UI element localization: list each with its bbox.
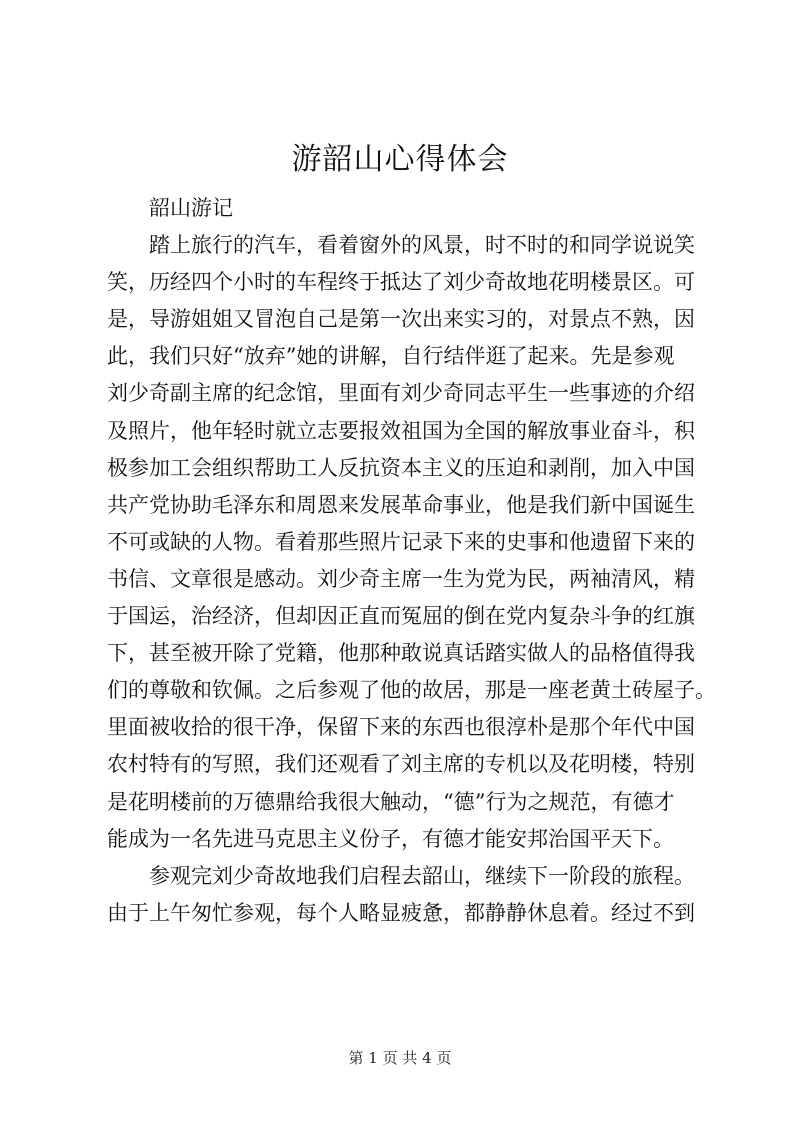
paragraph-line: 是，导游姐姐又冒泡自己是第一次出来实习的，对景点不熟，因 bbox=[107, 307, 695, 332]
paragraph-line: 参观完刘少奇故地我们启程去韶山，继续下一阶段的旅程。 bbox=[149, 863, 695, 888]
paragraph-line: 书信、文章很是感动。刘少奇主席一生为党为民，两袖清风，精 bbox=[107, 566, 695, 591]
paragraph-line: 共产党协助毛泽东和周恩来发展革命事业，他是我们新中国诞生 bbox=[107, 492, 695, 517]
paragraph-line: 能成为一名先进马克思主义份子，有德才能安邦治国平天下。 bbox=[107, 826, 674, 851]
paragraph-line: 刘少奇副主席的纪念馆，里面有刘少奇同志平生一些事迹的介绍 bbox=[107, 381, 695, 406]
paragraph-line: 不可或缺的人物。看着那些照片记录下来的史事和他遗留下来的 bbox=[107, 529, 695, 554]
paragraph-line: 踏上旅行的汽车，看着窗外的风景，时不时的和同学说说笑 bbox=[149, 233, 695, 258]
paragraph-line: 下，甚至被开除了党籍，他那种敢说真话踏实做人的品格值得我 bbox=[107, 641, 695, 666]
paragraph-line: 里面被收拾的很干净，保留下来的东西也很淳朴是那个年代中国 bbox=[107, 715, 695, 740]
document-title: 游韶山心得体会 bbox=[291, 142, 509, 177]
paragraph-line: 们的尊敬和钦佩。之后参观了他的故居，那是一座老黄土砖屋子。 bbox=[107, 678, 716, 703]
paragraph-line: 此，我们只好“放弃”她的讲解，自行结伴逛了起来。先是参观 bbox=[107, 344, 675, 369]
paragraph-line: 农村特有的写照，我们还观看了刘主席的专机以及花明楼，特别 bbox=[107, 752, 695, 777]
paragraph-line: 于国运，治经济，但却因正直而冤屈的倒在党内复杂斗争的红旗 bbox=[107, 604, 695, 629]
paragraph-line: 由于上午匆忙参观，每个人略显疲惫，都静静休息着。经过不到 bbox=[107, 900, 695, 925]
document-body bbox=[107, 190, 716, 932]
paragraph-line: 极参加工会组织帮助工人反抗资本主义的压迫和剥削，加入中国 bbox=[107, 455, 695, 480]
paragraph-line: 是花明楼前的万德鼎给我很大触动，“德”行为之规范，有德才 bbox=[107, 789, 675, 814]
document-subtitle: 韶山游记 bbox=[149, 196, 233, 220]
paragraph-line: 笑，历经四个小时的车程终于抵达了刘少奇故地花明楼景区。可 bbox=[107, 270, 695, 295]
page-footer: 第 1 页 共 4 页 bbox=[348, 1049, 452, 1067]
paragraph-2 bbox=[107, 858, 697, 932]
paragraph-line: 及照片，他年轻时就立志要报效祖国为全国的解放事业奋斗，积 bbox=[107, 418, 695, 443]
paragraph-1 bbox=[107, 227, 716, 858]
